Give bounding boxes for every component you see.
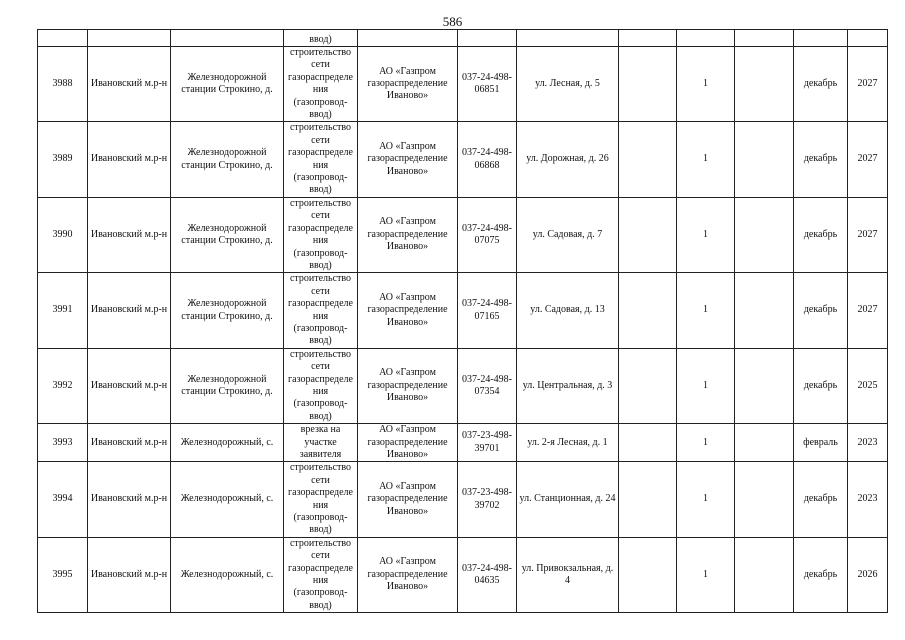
cell-district: Ивановский м.р-н [88,273,171,348]
table-row [38,424,888,462]
cell-application-code: 037-24-498-07075 [458,197,517,272]
cell-application-code: 037-24-498-06851 [458,47,517,122]
cell-operator: АО «Газпром газораспределение Иваново» [358,462,458,537]
cell-empty [735,462,794,537]
cell-empty [848,30,888,47]
cell-address: ул. Центральная, д. 3 [517,348,619,423]
cell-locality: Железнодорожный, с. [171,462,284,537]
cell-district: Ивановский м.р-н [88,348,171,423]
cell-empty [619,30,677,47]
cell-operator: АО «Газпром газораспределение Иваново» [358,197,458,272]
cell-application-code: 037-23-498-39701 [458,424,517,462]
cell-year: 2027 [848,273,888,348]
cell-empty [735,122,794,197]
cell-month: декабрь [794,47,848,122]
cell-empty [619,348,677,423]
cell-operator: АО «Газпром газораспределение Иваново» [358,122,458,197]
table-row [38,348,888,423]
cell-count: 1 [677,462,735,537]
cell-operator: АО «Газпром газораспределение Иваново» [358,537,458,612]
cell-empty [735,47,794,122]
cell-address: ул. 2-я Лесная, д. 1 [517,424,619,462]
cell-operator: АО «Газпром газораспределение Иваново» [358,348,458,423]
cell-row-number: 3993 [38,424,88,462]
cell-month: декабрь [794,462,848,537]
cell-year: 2023 [848,462,888,537]
cell-empty [735,273,794,348]
cell-work-type: врезка на участке заявителя [284,424,358,462]
cell-month: февраль [794,424,848,462]
cell-year: 2027 [848,197,888,272]
cell-row-number: 3988 [38,47,88,122]
cell-locality: Железнодорожной станции Строкино, д. [171,122,284,197]
cell-month: декабрь [794,122,848,197]
cell-empty [619,47,677,122]
cell-year: 2027 [848,122,888,197]
table-row [38,537,888,612]
cell-address: ул. Садовая, д. 7 [517,197,619,272]
cell-row-number: 3989 [38,122,88,197]
cell-count: 1 [677,273,735,348]
cell-row-number: 3992 [38,348,88,423]
cell-empty [88,30,171,47]
cell-year: 2026 [848,537,888,612]
table-row [38,122,888,197]
cell-month: декабрь [794,537,848,612]
cell-district: Ивановский м.р-н [88,424,171,462]
cell-work-type: строительство сети газораспределения (газопровод-ввод) [284,197,358,272]
cell-empty [619,424,677,462]
cell-work-type: строительство сети газораспределения (газопровод-ввод) [284,47,358,122]
cell-work-type: строительство сети газораспределения (газопровод-ввод) [284,122,358,197]
cell-month: декабрь [794,348,848,423]
cell-empty [171,30,284,47]
cell-empty [619,122,677,197]
cell-row-number: 3990 [38,197,88,272]
table-row [38,273,888,348]
cell-locality: Железнодорожный, с. [171,537,284,612]
cell-count: 1 [677,348,735,423]
cell-work-type: строительство сети газораспределения (газопровод-ввод) [284,462,358,537]
cell-empty [619,273,677,348]
cell-work-type: ввод) [284,30,358,47]
cell-empty [735,197,794,272]
cell-row-number: 3991 [38,273,88,348]
cell-year: 2025 [848,348,888,423]
gasification-register-table [37,29,888,613]
cell-empty [677,30,735,47]
cell-count: 1 [677,47,735,122]
cell-locality: Железнодорожной станции Строкино, д. [171,47,284,122]
cell-application-code: 037-24-498-06868 [458,122,517,197]
table-body [38,30,888,613]
cell-application-code: 037-24-498-07354 [458,348,517,423]
cell-empty [794,30,848,47]
cell-empty [735,424,794,462]
cell-district: Ивановский м.р-н [88,47,171,122]
cell-district: Ивановский м.р-н [88,197,171,272]
cell-work-type: строительство сети газораспределения (газопровод-ввод) [284,273,358,348]
cell-empty [619,537,677,612]
table-row [38,197,888,272]
cell-count: 1 [677,122,735,197]
cell-district: Ивановский м.р-н [88,462,171,537]
cell-count: 1 [677,424,735,462]
cell-empty [735,348,794,423]
cell-work-type: строительство сети газораспределения (газопровод-ввод) [284,348,358,423]
cell-empty [517,30,619,47]
cell-district: Ивановский м.р-н [88,537,171,612]
cell-empty [619,462,677,537]
cell-empty [38,30,88,47]
table-row [38,47,888,122]
cell-address: ул. Дорожная, д. 26 [517,122,619,197]
cell-address: ул. Садовая, д. 13 [517,273,619,348]
cell-locality: Железнодорожной станции Строкино, д. [171,273,284,348]
cell-address: ул. Станционная, д. 24 [517,462,619,537]
cell-empty [735,30,794,47]
cell-application-code: 037-23-498-39702 [458,462,517,537]
cell-month: декабрь [794,197,848,272]
cell-month: декабрь [794,273,848,348]
cell-operator: АО «Газпром газораспределение Иваново» [358,424,458,462]
cell-locality: Железнодорожный, с. [171,424,284,462]
cell-year: 2023 [848,424,888,462]
cell-operator: АО «Газпром газораспределение Иваново» [358,273,458,348]
cell-locality: Железнодорожной станции Строкино, д. [171,197,284,272]
cell-empty [358,30,458,47]
cell-empty [458,30,517,47]
cell-locality: Железнодорожной станции Строкино, д. [171,348,284,423]
cell-count: 1 [677,537,735,612]
page-number: 586 [442,14,463,29]
cell-year: 2027 [848,47,888,122]
cell-row-number: 3995 [38,537,88,612]
table-row [38,462,888,537]
cell-district: Ивановский м.р-н [88,122,171,197]
cell-operator: АО «Газпром газораспределение Иваново» [358,47,458,122]
cell-address: ул. Лесная, д. 5 [517,47,619,122]
cell-application-code: 037-24-498-07165 [458,273,517,348]
cell-address: ул. Привокзальная, д. 4 [517,537,619,612]
cell-application-code: 037-24-498-04635 [458,537,517,612]
table-row-partial [38,30,888,47]
cell-empty [619,197,677,272]
cell-work-type: строительство сети газораспределения (газопровод-ввод) [284,537,358,612]
cell-count: 1 [677,197,735,272]
cell-empty [735,537,794,612]
cell-row-number: 3994 [38,462,88,537]
